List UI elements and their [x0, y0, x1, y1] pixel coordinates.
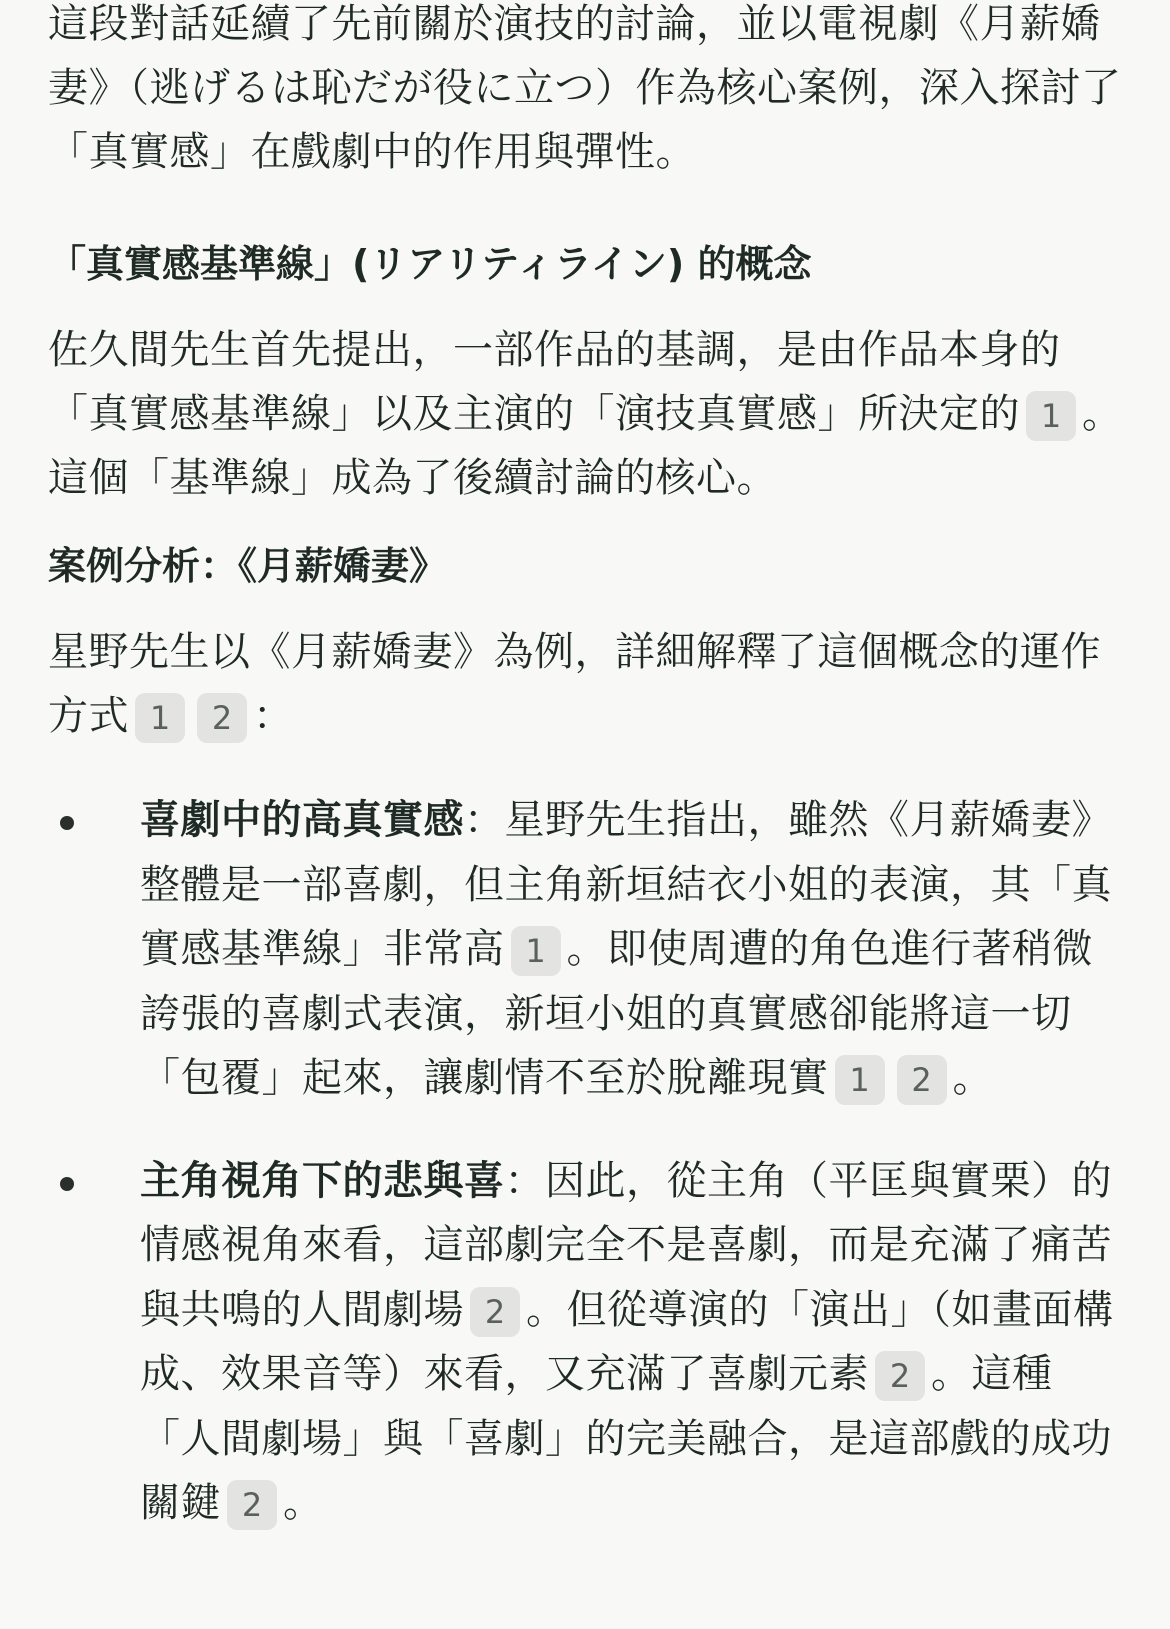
- intro-paragraph: 這段對話延續了先前關於演技的討論，並以電視劇《月薪嬌妻》（逃げるは恥だが役に立つ）作為核心案例，深入探討了「真實感」在戲劇中的作用與彈性。: [48, 1, 1122, 175]
- section-heading-case-study: 案例分析：《月薪嬌妻》: [48, 544, 448, 588]
- citation-chip[interactable]: 2: [227, 1480, 277, 1530]
- section-heading-reality-line: 「真實感基準線」(リアリティライン) 的概念: [48, 242, 812, 286]
- paragraph-text: 星野先生以《月薪嬌妻》為例，詳細解釋了這個概念的運作方式: [48, 629, 1101, 739]
- list-item: [48, 1149, 1128, 1536]
- bullet-icon: [60, 816, 74, 830]
- bullet-text: 。: [283, 1480, 324, 1526]
- case-study-paragraph: [48, 620, 1128, 748]
- bullet-lead: 主角視角下的悲與喜: [140, 1157, 505, 1204]
- citation-chip[interactable]: 2: [470, 1287, 520, 1337]
- bullet-text: 。即使周遭的角色進行著稍微誇張的喜劇式表演，新垣小姐的真實感卻能將這一切「包覆」起來，讓劇情不至於脫離現實: [140, 926, 1093, 1101]
- paragraph-text: ：: [253, 693, 294, 739]
- bullet-text: 。: [952, 1055, 993, 1101]
- reality-line-paragraph: [48, 318, 1128, 510]
- citation-chip[interactable]: 2: [197, 693, 247, 743]
- citation-chip[interactable]: 1: [1026, 391, 1076, 441]
- chat-response: [48, 0, 1128, 1536]
- citation-chip[interactable]: 2: [897, 1055, 947, 1105]
- bullet-lead: 喜劇中的高真實感: [140, 797, 464, 843]
- bullet-text: 。這種「人間劇場」與「喜劇」的完美融合，是這部戲的成功關鍵: [140, 1351, 1112, 1526]
- bullet-text: ：因此，從主角（平匡與實栗）的情感視角來看，這部劇完全不是喜劇，而是充滿了痛苦與共鳴的人間劇場: [140, 1157, 1112, 1333]
- bullet-text: ：星野先生指出，雖然《月薪嬌妻》整體是一部喜劇，但主角新垣結衣小姐的表演，其「真實感基準線」非常高: [140, 797, 1112, 972]
- citation-chip[interactable]: 1: [135, 693, 185, 743]
- paragraph-text: 。這個「基準線」成為了後續討論的核心。: [48, 391, 1123, 501]
- citation-chip[interactable]: 1: [835, 1055, 885, 1105]
- list-item: [48, 788, 1128, 1111]
- citation-chip[interactable]: 2: [875, 1351, 925, 1401]
- citation-chip[interactable]: 1: [511, 926, 561, 976]
- bullet-list: [48, 788, 1128, 1536]
- bullet-text: 。但從導演的「演出」（如畫面構成、效果音等）來看，又充滿了喜劇元素: [140, 1286, 1114, 1397]
- paragraph-text: 佐久間先生首先提出，一部作品的基調，是由作品本身的「真實感基準線」以及主演的「演技真實感」所決定的: [48, 327, 1061, 437]
- bullet-icon: [60, 1177, 74, 1191]
